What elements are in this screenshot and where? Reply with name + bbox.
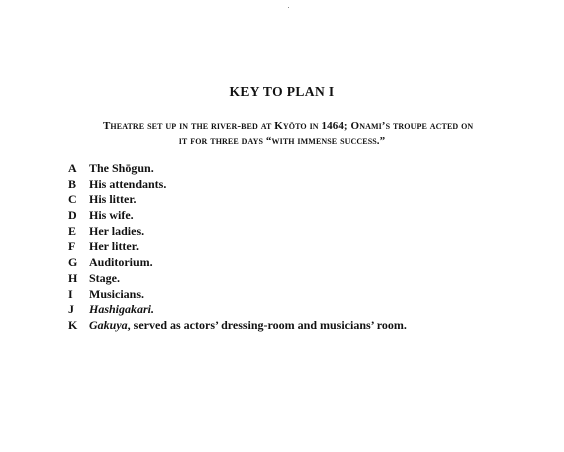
key-letter: F bbox=[68, 239, 76, 254]
key-letter: E bbox=[68, 223, 77, 238]
key-item-f bbox=[68, 239, 407, 255]
key-text: His attendants. bbox=[89, 176, 167, 191]
key-item-e bbox=[68, 224, 407, 240]
key-text: His wife. bbox=[89, 208, 134, 223]
key-text: Her ladies. bbox=[89, 223, 145, 238]
key-letter: I bbox=[68, 286, 73, 301]
key-text-rest: , served as actors’ dressing-room and musicians’ room. bbox=[127, 317, 407, 332]
key-text-italic: Gakuya bbox=[89, 317, 128, 332]
key-letter: G bbox=[68, 255, 78, 270]
key-letter: J bbox=[68, 302, 74, 317]
key-text: Stage. bbox=[89, 270, 120, 285]
key-item-i bbox=[68, 287, 407, 303]
key-item-a bbox=[68, 161, 407, 177]
page-title: KEY TO PLAN I bbox=[229, 84, 335, 99]
key-text: Her litter. bbox=[89, 239, 139, 254]
scan-speck bbox=[288, 7, 289, 8]
key-letter: D bbox=[68, 208, 77, 223]
key-item-h bbox=[68, 271, 407, 287]
key-text: Musicians. bbox=[89, 286, 145, 301]
description-line-1: Theatre set up in the river-bed at Kyōto in 1464; Onami’s troupe acted on bbox=[103, 120, 474, 132]
key-item-k bbox=[68, 318, 407, 334]
key-letter: A bbox=[68, 161, 77, 175]
key-letter: C bbox=[68, 192, 77, 207]
key-text: The Shōgun. bbox=[89, 161, 154, 175]
plan-description bbox=[103, 119, 474, 149]
key-letter: H bbox=[68, 270, 78, 285]
key-letter: K bbox=[68, 317, 78, 332]
key-item-b bbox=[68, 177, 407, 193]
key-item-g bbox=[68, 255, 407, 271]
key-item-d bbox=[68, 208, 407, 224]
description-line-2: it for three days “with immense success.” bbox=[178, 135, 386, 147]
key-item-j bbox=[68, 302, 407, 318]
key-text: His litter. bbox=[89, 192, 137, 207]
key-text: Hashigakari. bbox=[89, 302, 155, 317]
key-text: Auditorium. bbox=[89, 255, 153, 270]
key-list bbox=[68, 161, 407, 334]
key-letter: B bbox=[68, 176, 77, 191]
key-text bbox=[89, 318, 407, 332]
key-item-c bbox=[68, 192, 407, 208]
